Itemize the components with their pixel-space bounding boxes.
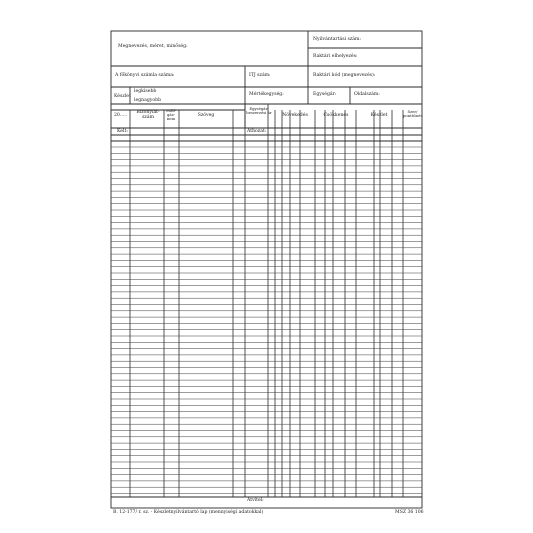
itj-label: ITJ szám: bbox=[249, 73, 271, 78]
col-kind: Mód-gáz-nem bbox=[166, 108, 176, 122]
col-text: Szöveg bbox=[197, 113, 215, 118]
warehouse-location-label: Raktári elhelyezés: bbox=[313, 54, 358, 59]
unit-price-label: Egységár: bbox=[313, 92, 337, 97]
col-increase: Növekedés bbox=[282, 113, 308, 118]
footer-left: B. 12-177/ r. sz. - Készletnyilvántartó lap (mennyiségi adatokkal) bbox=[113, 510, 264, 515]
lowest-label: legnagyobb bbox=[134, 98, 162, 103]
col-price: Egységár/ beszerzési ár bbox=[246, 106, 272, 116]
name-label: Megnevezés, méret, minőség: bbox=[118, 44, 188, 49]
registry-no-label: Nyilvántartási szám: bbox=[313, 37, 361, 42]
highest-label: legkisebb bbox=[134, 89, 157, 94]
warehouse-code-label: Raktári kód (megnevezés): bbox=[313, 73, 376, 78]
col-year: 20..... bbox=[114, 113, 128, 118]
col-decrease: Csökkenés bbox=[323, 113, 349, 118]
col-voucher-no: Bizonylat-szám bbox=[136, 110, 160, 120]
unit-label: Mértékegység: bbox=[249, 92, 284, 97]
page-label: Oldalszám: bbox=[354, 92, 380, 97]
col-note: Szer/ ponttűnés bbox=[403, 109, 423, 119]
footer-right: MSZ 36 106 bbox=[395, 510, 424, 515]
stock-label: Készlet bbox=[114, 94, 131, 99]
carryover-label: Átvitel: bbox=[247, 498, 264, 503]
ledger-account-label: A főkönyvi számla száma: bbox=[115, 73, 175, 78]
col-stock: Készlet bbox=[370, 113, 388, 118]
carry-label: Kelt: bbox=[117, 129, 128, 134]
balance-label: Áthozat: bbox=[247, 129, 267, 134]
